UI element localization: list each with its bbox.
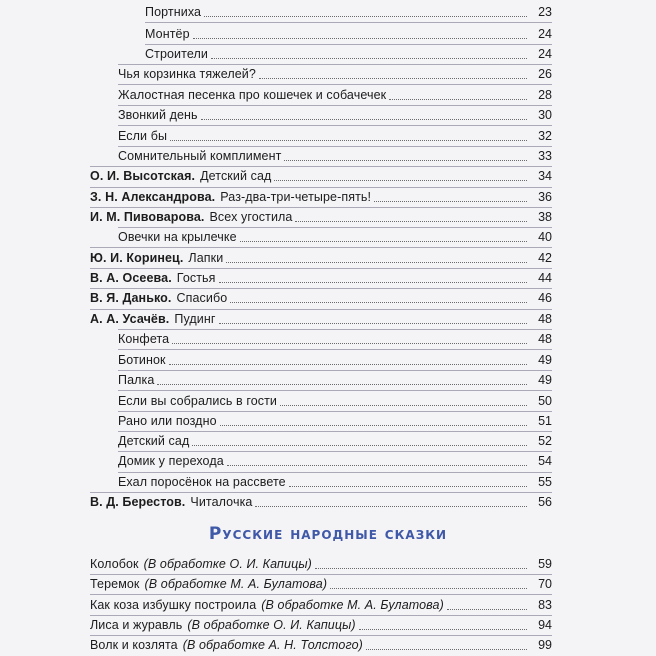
entry-title: Строители (145, 47, 208, 61)
row-divider (90, 207, 552, 208)
entry-title: Лапки (188, 251, 224, 265)
entry-title: Ехал поросёнок на рассвете (118, 475, 286, 489)
entry-title: Портниха (145, 5, 202, 19)
row-divider (90, 247, 552, 248)
entry-title: Монтёр (145, 27, 190, 41)
entry-title: Как коза избушку построила (90, 598, 257, 612)
dot-leader (315, 568, 527, 569)
page-number: 23 (538, 5, 552, 19)
row-divider (118, 105, 552, 106)
entry-title: Сомнительный комплимент (118, 149, 282, 163)
entry-title: Лиса и журавль (90, 618, 183, 632)
page-number: 94 (538, 618, 552, 632)
entry-title: Палка (118, 373, 155, 387)
toc-entry[interactable] (90, 290, 552, 306)
page-number: 38 (538, 210, 552, 224)
entry-title: Конфета (118, 332, 170, 346)
page-number: 54 (538, 454, 552, 468)
dot-leader (172, 343, 527, 344)
toc-entry[interactable] (118, 413, 552, 429)
row-divider (145, 44, 552, 45)
dot-leader (227, 465, 527, 466)
toc-entry[interactable] (118, 433, 552, 449)
page-number: 51 (538, 414, 552, 428)
dot-leader (295, 221, 527, 222)
row-divider (118, 431, 552, 432)
page-number: 83 (538, 598, 552, 612)
dot-leader (220, 425, 527, 426)
entry-title: Звонкий день (118, 108, 198, 122)
toc-entry[interactable] (90, 637, 552, 653)
toc-entry[interactable] (118, 229, 552, 245)
entry-title: Овечки на крылечке (118, 230, 237, 244)
page-number: 56 (538, 495, 552, 509)
page-number: 49 (538, 353, 552, 367)
toc-entry[interactable] (90, 209, 552, 225)
toc-entry[interactable] (118, 474, 552, 490)
row-divider (118, 146, 552, 147)
dot-leader (359, 629, 527, 630)
toc-entry[interactable] (145, 46, 552, 62)
dot-leader (230, 302, 527, 303)
row-divider (118, 411, 552, 412)
dot-leader (447, 609, 527, 610)
dot-leader (204, 16, 527, 17)
page-number: 55 (538, 475, 552, 489)
dot-leader (157, 384, 527, 385)
toc-entry[interactable] (90, 311, 552, 327)
page-number: 50 (538, 394, 552, 408)
entry-title: Теремок (90, 577, 140, 591)
toc-entry[interactable] (118, 107, 552, 123)
page-number: 59 (538, 557, 552, 571)
dot-leader (255, 506, 527, 507)
toc-entry[interactable] (90, 270, 552, 286)
row-divider (145, 22, 552, 23)
page-number: 24 (538, 27, 552, 41)
entry-title: Волк и козлята (90, 638, 178, 652)
entry-title: Читалочка (190, 495, 253, 509)
dot-leader (192, 445, 527, 446)
row-divider (90, 615, 552, 616)
page-number: 52 (538, 434, 552, 448)
row-divider (90, 574, 552, 575)
page-number: 40 (538, 230, 552, 244)
row-divider (118, 390, 552, 391)
author-name: В. Я. Данько. (90, 291, 172, 305)
row-divider (118, 64, 552, 65)
adaptation-note: (В обработке А. Н. Толстого) (182, 638, 363, 652)
row-divider (118, 227, 552, 228)
dot-leader (240, 241, 527, 242)
row-divider (118, 349, 552, 350)
adaptation-note: (В обработке М. А. Булатова) (144, 577, 328, 591)
dot-leader (284, 160, 527, 161)
entry-title: Чья корзинка тяжелей? (118, 67, 256, 81)
toc-entry[interactable] (90, 576, 552, 592)
author-name: В. А. Осеева. (90, 271, 172, 285)
entry-title: Детский сад (118, 434, 190, 448)
toc-entry[interactable] (118, 66, 552, 82)
row-divider (90, 288, 552, 289)
dot-leader (211, 58, 527, 59)
page-number: 24 (538, 47, 552, 61)
entry-title: Домик у перехода (118, 454, 224, 468)
toc-entry[interactable] (118, 128, 552, 144)
dot-leader (330, 588, 527, 589)
author-name: А. А. Усачёв. (90, 312, 170, 326)
entry-title: Гостья (176, 271, 216, 285)
page-number: 36 (538, 190, 552, 204)
row-divider (90, 187, 552, 188)
toc-entry[interactable] (90, 189, 552, 205)
page-number: 28 (538, 88, 552, 102)
page-number: 70 (538, 577, 552, 591)
row-divider (90, 594, 552, 595)
toc-entry[interactable] (90, 250, 552, 266)
toc-entry[interactable] (118, 453, 552, 469)
author-name: Ю. И. Коринец. (90, 251, 184, 265)
toc-entry[interactable] (90, 168, 552, 184)
page-number: 30 (538, 108, 552, 122)
row-divider (90, 166, 552, 167)
toc-entry[interactable] (90, 597, 552, 613)
dot-leader (274, 180, 527, 181)
page-number: 46 (538, 291, 552, 305)
section-heading: Русские народные сказки (208, 524, 448, 544)
row-divider (90, 268, 552, 269)
dot-leader (169, 364, 527, 365)
page-number: 44 (538, 271, 552, 285)
adaptation-note: (В обработке О. И. Капицы) (187, 618, 356, 632)
entry-title: Если вы собрались в гости (118, 394, 278, 408)
row-divider (90, 492, 552, 493)
entry-title: Всех угостила (209, 210, 293, 224)
author-name: З. Н. Александрова. (90, 190, 216, 204)
page-number: 48 (538, 332, 552, 346)
toc-entry[interactable] (118, 87, 552, 103)
dot-leader (201, 119, 527, 120)
page-number: 48 (538, 312, 552, 326)
entry-title: Спасибо (176, 291, 228, 305)
entry-title: Ботинок (118, 353, 166, 367)
page-number: 34 (538, 169, 552, 183)
dot-leader (289, 486, 527, 487)
entry-title: Пудинг (174, 312, 216, 326)
row-divider (118, 472, 552, 473)
entry-title: Жалостная песенка про кошечек и собачечек (118, 88, 387, 102)
toc-entry[interactable] (118, 331, 552, 347)
dot-leader (374, 201, 527, 202)
toc-entry[interactable] (90, 494, 552, 510)
toc-entry[interactable] (90, 556, 552, 572)
toc-entry[interactable] (145, 26, 552, 42)
author-name: О. И. Высотская. (90, 169, 196, 183)
entry-title: Колобок (90, 557, 139, 571)
dot-leader (366, 649, 527, 650)
row-divider (90, 635, 552, 636)
toc-entry[interactable] (145, 4, 552, 20)
row-divider (118, 125, 552, 126)
dot-leader (219, 323, 527, 324)
entry-title: Если бы (118, 129, 168, 143)
author-name: В. Д. Берестов. (90, 495, 186, 509)
toc-entry[interactable] (118, 393, 552, 409)
dot-leader (219, 282, 527, 283)
page-number: 49 (538, 373, 552, 387)
author-name: И. М. Пивоварова. (90, 210, 205, 224)
dot-leader (226, 262, 527, 263)
row-divider (118, 451, 552, 452)
toc-entry[interactable] (118, 148, 552, 164)
page-number: 42 (538, 251, 552, 265)
row-divider (90, 309, 552, 310)
page-number: 99 (538, 638, 552, 652)
page-number: 32 (538, 129, 552, 143)
entry-title: Раз-два-три-четыре-пять! (220, 190, 372, 204)
toc-entry[interactable] (118, 372, 552, 388)
toc-entry[interactable] (118, 352, 552, 368)
entry-title: Рано или поздно (118, 414, 217, 428)
page-number: 26 (538, 67, 552, 81)
row-divider (118, 84, 552, 85)
entry-title: Детский сад (200, 169, 272, 183)
row-divider (118, 370, 552, 371)
toc-entry[interactable] (90, 617, 552, 633)
adaptation-note: (В обработке О. И. Капицы) (143, 557, 312, 571)
dot-leader (389, 99, 527, 100)
page-number: 33 (538, 149, 552, 163)
row-divider (118, 329, 552, 330)
dot-leader (259, 78, 527, 79)
dot-leader (280, 405, 527, 406)
dot-leader (193, 38, 527, 39)
dot-leader (170, 140, 527, 141)
adaptation-note: (В обработке М. А. Булатова) (261, 598, 444, 612)
